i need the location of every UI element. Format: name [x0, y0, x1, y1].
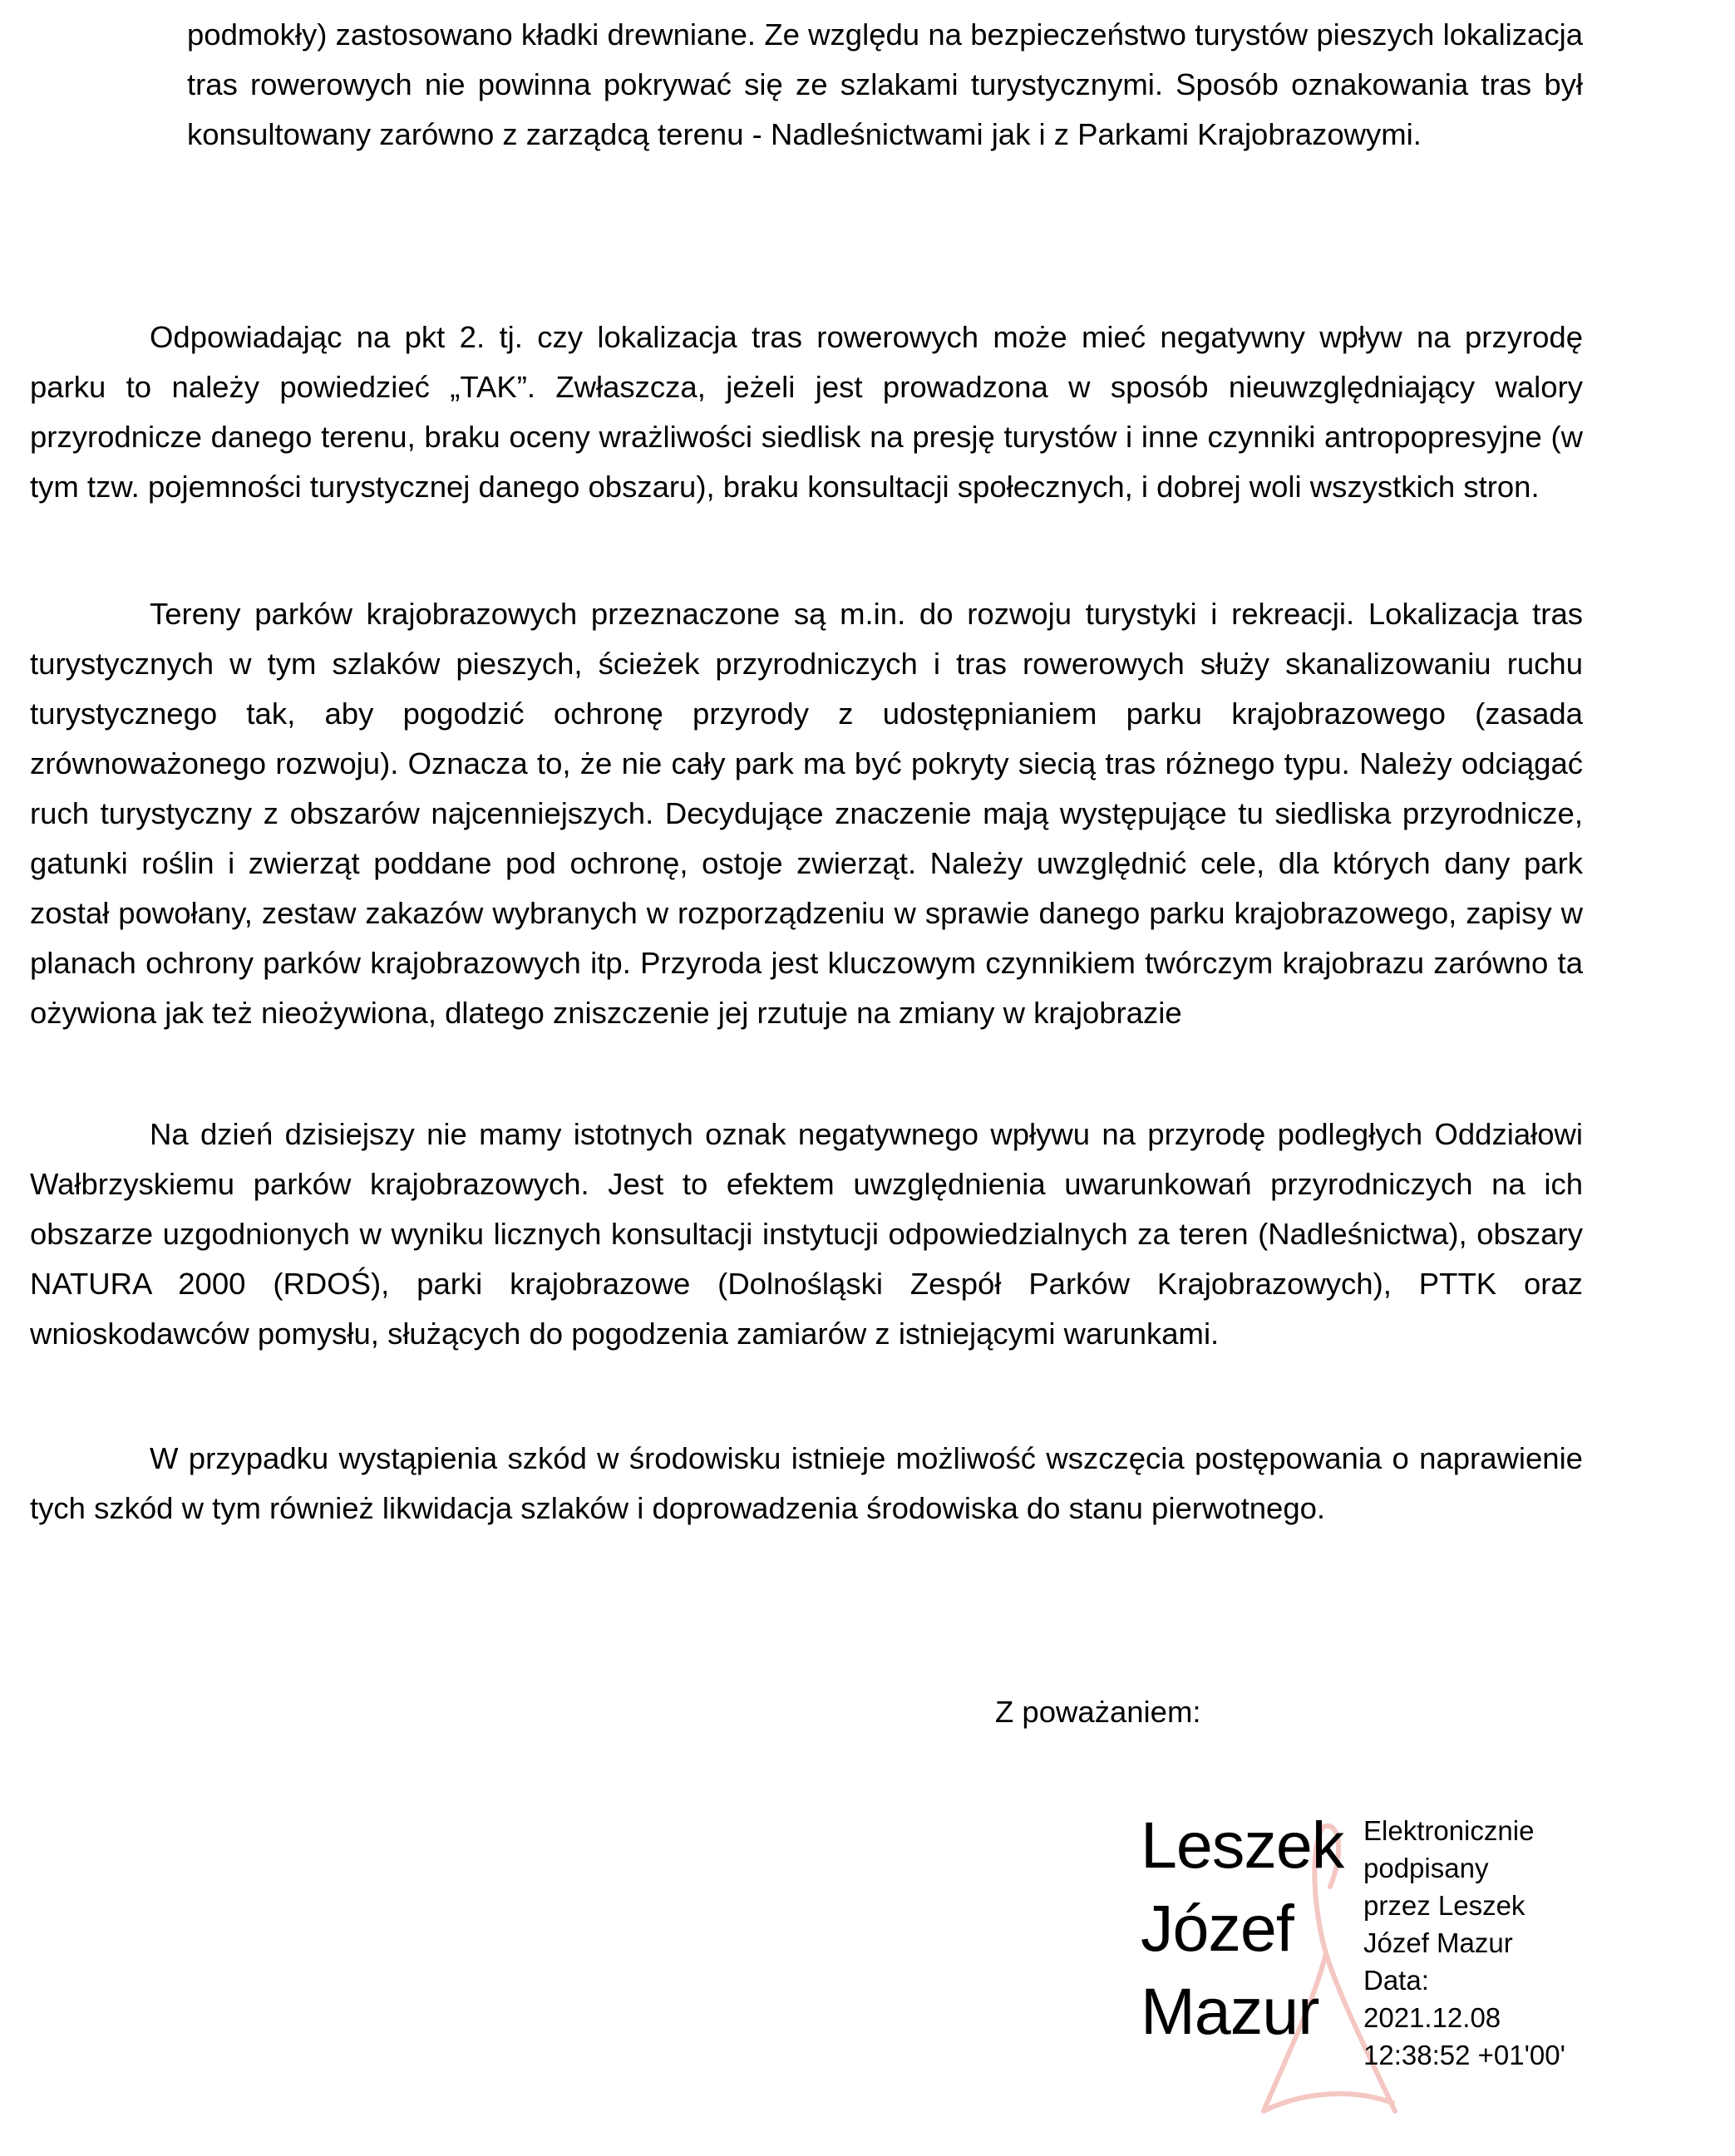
signature-first-name: Leszek	[1141, 1808, 1344, 1882]
signature-info-line: Data:	[1363, 1965, 1429, 1996]
paragraph-point-2: Odpowiadając na pkt 2. tj. czy lokalizacja tras rowerowych może mieć negatywny wpływ na przyrodę parku to należy powiedzieć „TAK”. Zwłaszcza, jeżeli jest prowadzona w sposób nieuwzględniający walory przyrodnicze danego terenu, braku oceny wrażliwości siedlisk na presję turystów i inne czynniki antropopresyjne (w tym tzw. pojemności turystycznej danego obszaru), braku konsultacji społecznych, i dobrej woli wszystkich stron.	[30, 320, 1583, 504]
signature-info-line: podpisany	[1363, 1853, 1489, 1883]
signature-middle-name: Józef	[1141, 1891, 1294, 1965]
signature-details	[1363, 1812, 1565, 2074]
signature-info-line: Elektronicznie	[1363, 1815, 1535, 1846]
signature-date: 2021.12.08	[1363, 2002, 1501, 2033]
signature-time: 12:38:52 +01'00'	[1363, 2040, 1565, 2070]
signature-info-line: Józef Mazur	[1363, 1927, 1513, 1958]
paragraph-current-state: Na dzień dzisiejszy nie mamy istotnych oznak negatywnego wpływu na przyrodę podległych Oddziałowi Wałbrzyskiemu parków krajobrazowych. Jest to efektem uwzględnienia uwarunkowań przyrodniczych na ich obszarze uzgodnionych w wyniku licznych konsultacji instytucji odpowiedzialnych za teren (Nadleśnictwa), obszary NATURA 2000 (RDOŚ), parki krajobrazowe (Dolnośląski Zespół Parków Krajobrazowych), PTTK oraz wnioskodawców pomysłu, służących do pogodzenia zamiarów z istniejącymi warunkami.	[30, 1117, 1583, 1351]
signature-last-name: Mazur	[1141, 1974, 1319, 2048]
paragraph-damage: W przypadku wystąpienia szkód w środowisku istnieje możliwość wszczęcia postępowania o naprawienie tych szkód w tym również likwidacja szlaków i doprowadzenia środowiska do stanu pierwotnego.	[30, 1441, 1583, 1525]
closing-salutation: Z poważaniem:	[995, 1695, 1201, 1729]
signature-info-line: przez Leszek	[1363, 1890, 1526, 1921]
paragraph-continuation: podmokły) zastosowano kładki drewniane. Ze względu na bezpieczeństwo turystów pieszych lokalizacja tras rowerowych nie powinna pokrywać się ze szlakami turystycznymi. Sposób oznakowania tras był konsultowany zarówno z zarządcą terenu - Nadleśnictwami jak i z Parkami Krajobrazowymi.	[187, 17, 1583, 151]
paragraph-landscape-parks: Tereny parków krajobrazowych przeznaczone są m.in. do rozwoju turystyki i rekreacji. Lokalizacja tras turystycznych w tym szlaków pieszych, ścieżek przyrodniczych i tras rowerowych służy skanalizowaniu ruchu turystycznego tak, aby pogodzić ochronę przyrody z udostępnianiem parku krajobrazowego (zasada zrównoważonego rozwoju). Oznacza to, że nie cały park ma być pokryty siecią tras różnego typu. Należy odciągać ruch turystyczny z obszarów najcenniejszych. Decydujące znaczenie mają występujące tu siedliska przyrodnicze, gatunki roślin i zwierząt poddane pod ochronę, ostoje zwierząt. Należy uwzględnić cele, dla których dany park został powołany, zestaw zakazów wybranych w rozporządzeniu w sprawie danego parku krajobrazowego, zapisy w planach ochrony parków krajobrazowych itp. Przyroda jest kluczowym czynnikiem twórczym krajobrazu zarówno ta ożywiona jak też nieożywiona, dlatego zniszczenie jej rzutuje na zmiany w krajobrazie	[30, 597, 1583, 1030]
signature-name	[1141, 1804, 1343, 2053]
